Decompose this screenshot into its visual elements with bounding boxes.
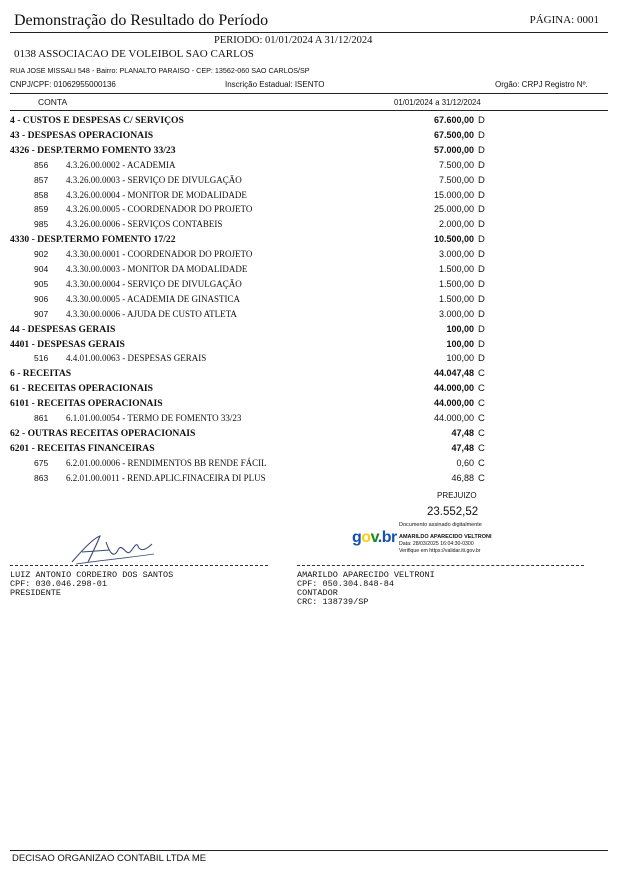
account-group-row [10,143,488,158]
account-code-description: 4.3.30.00.0004 - SERVIÇO DE DIVULGAÇÃO [66,278,242,289]
account-number: 906 [34,293,49,304]
report-title: Demonstração do Resultado do Período [14,12,269,29]
account-group-row [10,366,488,381]
account-item-row [10,307,488,322]
account-item-row [10,158,488,173]
debit-credit-flag: D [478,189,485,201]
account-code-description: 4.3.30.00.0005 - ACADEMIA DE GINASTICA [66,293,240,304]
debit-credit-flag: D [478,264,485,275]
account-group-title: 4330 - DESP.TERMO FOMENTO 17/22 [10,234,176,246]
account-value: 1.500,00 [438,293,474,304]
account-code-description: 6.2.01.00.0011 - REND.APLIC.FINACEIRA DI PLUS [66,472,266,483]
account-value: 7.500,00 [438,159,474,170]
company-address: RUA JOSE MISSALI 548 - Bairro: PLANALTO PARAISO - CEP: 13562-060 SAO CARLOS/SP [10,66,310,75]
account-group-row [10,128,488,143]
result-label: PREJUIZO [437,491,477,500]
president-cpf: CPF: 030.046.298-01 [10,579,107,589]
footer-company: DECISAO ORGANIZAO CONTABIL LTDA ME [12,853,207,864]
column-header-conta: CONTA [38,97,68,107]
account-number: 902 [34,249,49,260]
account-group-row [10,232,488,247]
account-item-row [10,217,488,232]
account-item-row [10,202,488,217]
govbr-logo [352,529,397,547]
debit-credit-flag: D [478,338,485,350]
account-value: 67.600,00 [433,115,474,125]
debit-credit-flag: D [478,159,485,171]
debit-credit-flag: C [478,442,485,454]
account-group-row [10,322,488,337]
account-group-title: 6 - RECEITAS [10,368,72,380]
account-group-title: 61 - RECEITAS OPERACIONAIS [10,383,153,395]
account-value: 7.500,00 [438,174,474,185]
account-value: 100,00 [446,338,474,349]
president-role: PRESIDENTE [10,588,62,598]
debit-credit-flag: D [478,129,485,141]
account-item-row [10,471,488,486]
account-value: 47,48 [451,427,474,438]
govbr-logo-o: o [361,529,371,546]
debit-credit-flag: D [478,323,485,335]
account-item-row [10,173,488,188]
account-item-row [10,292,488,307]
account-value: 25.000,00 [433,204,474,215]
debit-credit-flag: C [478,413,485,424]
govbr-logo-v: v [370,529,378,546]
account-group-row [10,337,488,352]
account-value: 67.500,00 [433,129,474,140]
account-item-row [10,456,488,471]
account-group-title: 62 - OUTRAS RECEITAS OPERACIONAIS [10,427,196,439]
account-number: 857 [34,174,49,185]
debit-credit-flag: C [478,398,485,410]
footer-rule [10,850,608,851]
account-group-title: 4 - CUSTOS E DESPESAS C/ SERVIÇOS [10,115,184,126]
account-value: 2.000,00 [438,219,474,230]
account-number: 516 [34,353,49,364]
account-number: 859 [34,204,49,215]
account-value: 0,60 [456,457,474,468]
debit-credit-flag: D [478,174,485,186]
account-group-row [10,381,488,396]
account-value: 1.500,00 [438,278,474,289]
account-number: 907 [34,308,49,319]
account-number: 985 [34,219,49,230]
debit-credit-flag: D [478,219,485,231]
header-rule-2 [10,93,608,94]
debit-credit-flag: D [478,353,485,365]
account-value: 47,48 [451,442,474,453]
govbr-logo-dot: . [377,529,382,546]
account-number: 858 [34,189,49,200]
account-item-row [10,277,488,292]
account-code-description: 6.2.01.00.0006 - RENDIMENTOS BB RENDE FÁCIL [66,457,267,468]
accountant-name: AMARILDO APARECIDO VELTRONI [297,570,435,580]
account-value: 3.000,00 [438,308,474,319]
debit-credit-flag: C [478,427,485,439]
account-group-row [10,441,488,456]
accountant-cpf: CPF: 050.304.848-84 [297,579,394,589]
account-code-description: 4.3.26.00.0005 - COORDENADOR DO PROJETO [66,204,253,215]
debit-credit-flag: D [478,249,485,261]
accountant-crc: CRC: 138739/SP [297,597,369,607]
account-code-description: 4.3.26.00.0004 - MONITOR DE MODALIDADE [66,189,247,200]
debit-credit-flag: D [478,293,485,305]
govbr-heading: Documento assinado digitalmente [399,522,482,528]
account-group-title: 4401 - DESPESAS GERAIS [10,338,125,350]
account-value: 57.000,00 [433,144,474,155]
period: PERIODO: 01/01/2024 A 31/12/2024 [214,35,373,46]
account-value: 1.500,00 [438,264,474,274]
debit-credit-flag: C [478,368,485,380]
debit-credit-flag: D [478,144,485,156]
account-code-description: 4.3.26.00.0006 - SERVIÇOS CONTABEIS [66,219,223,230]
account-group-title: 4326 - DESP.TERMO FOMENTO 33/23 [10,144,176,156]
page-number: PÁGINA: 0001 [529,14,599,26]
govbr-date: Data: 28/03/2025 16:04:30-0300 [399,541,474,547]
account-item-row [10,262,488,277]
account-number: 905 [34,278,49,289]
account-value: 3.000,00 [438,249,474,260]
account-value: 44.000,00 [433,413,474,423]
account-item-row [10,188,488,203]
debit-credit-flag: D [478,234,485,246]
column-header-period: 01/01/2024 a 31/12/2024 [394,98,481,107]
account-value: 46,88 [451,472,474,483]
account-value: 100,00 [446,353,474,364]
debit-credit-flag: D [478,204,485,216]
cnpj: CNPJ/CPF: 01062955000136 [10,80,116,89]
president-name: LUIZ ANTONIO CORDEIRO DOS SANTOS [10,570,174,580]
account-group-title: 43 - DESPESAS OPERACIONAIS [10,129,154,141]
account-value: 44.000,00 [433,383,474,394]
debit-credit-flag: C [478,383,485,395]
govbr-logo-br: br [381,529,397,546]
debit-credit-flag: D [478,278,485,290]
registry-organ: Orgão: CRPJ Registro Nº. [495,80,588,89]
account-item-row [10,247,488,262]
signature-line-left [10,565,268,566]
account-group-title: 6101 - RECEITAS OPERACIONAIS [10,398,163,410]
account-number: 675 [34,457,49,468]
account-code-description: 4.3.26.00.0002 - ACADEMIA [66,159,176,170]
govbr-signer: AMARILDO APARECIDO VELTRONI [399,534,492,540]
president-signature-scribble [66,528,156,568]
account-value: 44.000,00 [433,398,474,409]
header-rule [10,32,608,33]
account-value: 15.000,00 [433,189,474,200]
result-value: 23.552,52 [427,506,479,518]
account-group-title: 44 - DESPESAS GERAIS [10,323,116,335]
accountant-role: CONTADOR [297,588,338,598]
account-code-description: 4.3.26.00.0003 - SERVIÇO DE DIVULGAÇÃO [66,174,242,185]
account-code-description: 4.3.30.00.0006 - AJUDA DE CUSTO ATLETA [66,308,237,319]
account-group-title: 6201 - RECEITAS FINANCEIRAS [10,442,155,454]
account-code-description: 4.3.30.00.0003 - MONITOR DA MODALIDADE [66,264,248,274]
state-registration: Inscrição Estadual: ISENTO [225,80,325,89]
account-group-row [10,396,488,411]
account-group-row [10,426,488,441]
debit-credit-flag: C [478,472,485,484]
debit-credit-flag: C [478,457,485,469]
account-code-description: 6.1.01.00.0054 - TERMO DE FOMENTO 33/23 [66,413,242,423]
account-value: 100,00 [446,323,474,334]
govbr-logo-g: g [352,529,362,546]
account-number: 861 [34,413,49,423]
debit-credit-flag: D [478,115,485,126]
account-number: 856 [34,159,49,170]
account-group-row [10,113,488,128]
company-name: 0138 ASSOCIACAO DE VOLEIBOL SAO CARLOS [14,48,254,60]
account-number: 863 [34,472,49,483]
account-code-description: 4.3.30.00.0001 - COORDENADOR DO PROJETO [66,249,253,260]
signature-line-right [297,565,584,566]
account-number: 904 [34,264,49,274]
account-value: 44.047,48 [433,368,474,379]
govbr-verify-link[interactable]: Verifique em https://validar.iti.gov.br [399,548,481,554]
account-item-row [10,411,488,426]
column-header-rule [10,110,608,111]
account-item-row [10,351,488,366]
debit-credit-flag: D [478,308,485,320]
account-value: 10.500,00 [433,234,474,245]
account-code-description: 4.4.01.00.0063 - DESPESAS GERAIS [66,353,207,364]
